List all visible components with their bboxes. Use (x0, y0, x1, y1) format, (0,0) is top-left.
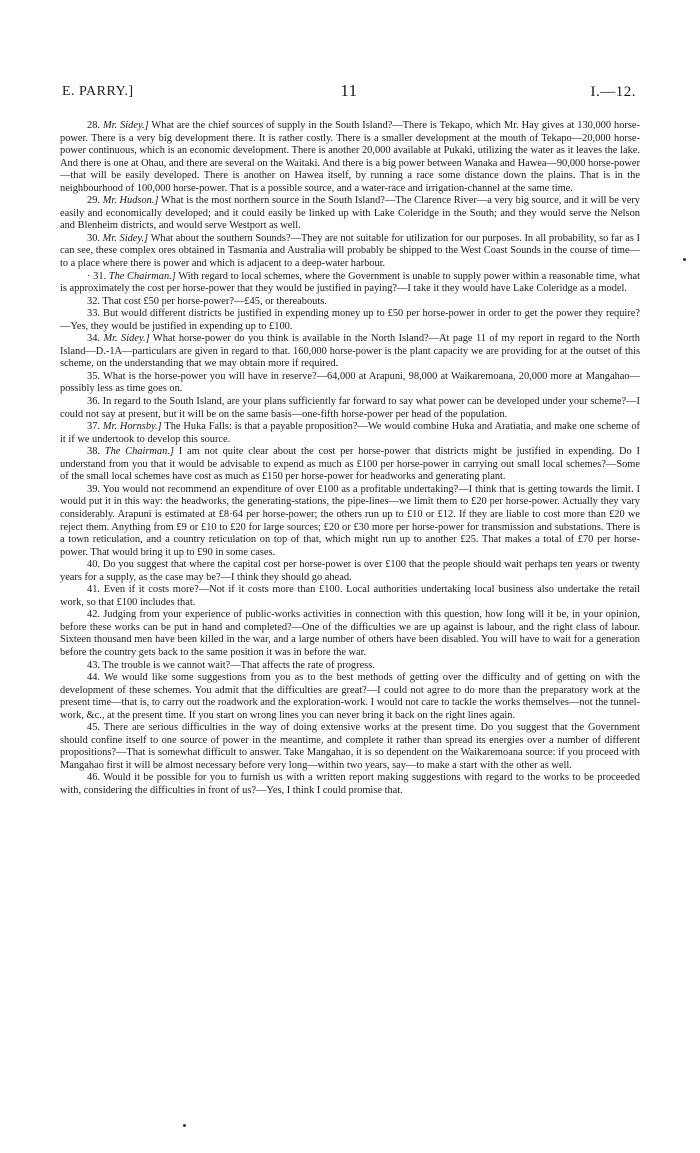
question-paragraph (60, 672, 640, 722)
speaker-name: Mr. Hudson.] (102, 195, 159, 207)
question-text: What about the southern Sounds?—They are not suitable for utilization for our purposes. In all probability, so far as I can see, these complex ores obtained in Tasmania and Australia will probably be shipped to the West Coast Sounds in the course of time—to a place where there is power and which is adjacent to a deep-water harbour. (60, 232, 641, 270)
question-number: 46. (87, 772, 104, 784)
question-text: I am not quite clear about the cost per horse-power that districts might be justified in expending. Do I understand from you that it would be advisable to expend as much as £100 per horse-power in carrying out small local schemes?—Some of the small local schemes have cost as much as £150 per horse-power for headworks and generating plant. (60, 446, 640, 483)
question-number: 35. (87, 370, 103, 382)
question-text: But would different districts be justified in expending money up to £50 per horse-power in order to get the power they require?—Yes, they would be justified in expending up to £100. (60, 308, 640, 332)
question-number: 36. (87, 396, 103, 408)
question-number: 42. (87, 609, 104, 621)
question-paragraph (60, 308, 640, 333)
question-number: 33. (87, 308, 104, 320)
question-number: · 31. (87, 270, 109, 282)
question-paragraph (60, 584, 640, 609)
question-number: 40. (87, 559, 103, 571)
margin-mark (683, 258, 686, 261)
paper-reference: I.—12. (590, 84, 636, 100)
question-paragraph (60, 296, 640, 309)
speaker-name: Mr. Sidey.] (103, 333, 150, 345)
question-number: 43. (87, 659, 103, 671)
question-paragraph (60, 722, 640, 772)
margin-mark (183, 1124, 186, 1127)
question-paragraph (60, 484, 640, 559)
page-header (62, 81, 636, 106)
question-paragraph (60, 333, 640, 371)
page-number: 11 (340, 81, 358, 100)
question-number: 41. (87, 584, 104, 596)
speaker-name: The Chairman.] (104, 446, 174, 458)
question-text: You would not recommend an expenditure of over £100 as a profitable undertaking?—I think that is getting towards the limit. I would put it in this way: the headworks, the generating-stations, the pipe-lines—we limit them to £20 per horse-power. Actually they vary considerably. Arapuni is estimated at £8·64 per horse-power; the others run up to £10 or £12. If they are liable to cost more than £20 we reject them. Anything from £9 or £10 to £20 for large sources; £20 or £30 more per horse-power for transmission and substations. There is a town reticulation, and a country reticulation on top of that, which might run up to another £25. That makes a total of £70 per horse-power. That would bring it up to £90 in some cases. (60, 483, 640, 558)
question-paragraph (60, 609, 640, 659)
question-text: Even if it costs more?—Not if it costs more than £100. Local authorities undertaking local business also undertake the retail work, so that £100 includes that. (60, 584, 641, 608)
question-paragraph (60, 421, 640, 446)
question-paragraph (60, 772, 640, 797)
question-text: The Huka Falls: is that a payable proposition?—We would combine Huka and Aratiatia, and make one scheme of it if we undertook to develop this source. (60, 421, 640, 445)
speaker-name: The Chairman.] (108, 270, 176, 282)
question-paragraph (60, 195, 640, 233)
question-text: The trouble is we cannot wait?—That affects the rate of progress. (102, 659, 375, 671)
question-number: 30. (87, 232, 103, 244)
question-text: There are serious difficulties in the way of doing extensive works at the present time. Do you suggest that the Government should confine itself to one source of power in the meantime, and complete it rather than spread its energies over a number of different propositions?—That is somewhat difficult to answer. Take Mangahao, it is so dependent on the Waikaremoana source: if you proceed with Mangahao first it will be almost necessary before very long—within two years, say—to make a start with the other as well. (60, 722, 640, 771)
question-paragraph (60, 371, 640, 396)
question-paragraph (60, 660, 640, 673)
question-number: 29. (87, 195, 103, 207)
question-text: In regard to the South Island, are your plans sufficiently far forward to say what power can be developed under your scheme?—I could not say at present, but it will be on the same basis—one-fifth horse-power per head of the population. (60, 396, 640, 420)
question-number: 34. (87, 333, 104, 345)
question-number: 37. (87, 421, 103, 433)
question-text: Do you suggest that where the capital cost per horse-power is over £100 that the people should wait perhaps ten years or twenty years for a supply, as the case may be?—I think they should go ahead. (60, 559, 640, 583)
speaker-name: Mr. Hornsby.] (102, 421, 162, 433)
question-number: 32. (87, 295, 103, 307)
witness-name: E. PARRY.] (62, 84, 134, 99)
speaker-name: Mr. Sidey.] (102, 232, 149, 244)
question-text: With regard to local schemes, where the Government is unable to supply power within a reasonable time, what is approximately the cost per horse-power that they would be justified in paying?—I take it they would have Lake Coleridge as a model. (60, 270, 640, 295)
question-number: 44. (87, 672, 104, 684)
question-text: Would it be possible for you to furnish us with a written report making suggestions with regard to the works to be proceeded with, considering the difficulties in front of us?—Yes, I think I could promise that. (60, 772, 640, 796)
question-text: That cost £50 per horse-power?—£45, or thereabouts. (102, 295, 327, 307)
question-paragraph (60, 559, 640, 584)
question-paragraph (60, 396, 640, 421)
question-text: Judging from your experience of public-works activities in connection with this question, how long will it be, in your opinion, before these works can be put in hand and completed?—One of the difficulties we are up against is labour, and the right class of labour. Sixteen thousand men have been killed in the war, and a large number of others have been disabled. You will have to wait for a generation before the country gets back to the same position it was in before the war. (60, 609, 640, 658)
speaker-name: Mr. Sidey.] (102, 120, 149, 131)
question-text: We would like some suggestions from you as to the best methods of getting over the difficulty and of getting on with the development of these schemes. You admit that the difficulties are great?—I could not agree to do more than the preparatory work at the present time—that is, to carry out the roadwork and the exploration-work. I would not care to tackle the works themselves—not the tunnel-work, &c., at the present time. If you start on wrong lines you can never bring it back on the right lines again. (60, 672, 640, 721)
question-number: 38. (87, 446, 105, 458)
question-number: 39. (87, 483, 103, 495)
question-number: 45. (87, 722, 104, 734)
question-paragraph (60, 271, 640, 296)
question-text: What horse-power do you think is available in the North Island?—At page 11 of my report in regard to the North Island—D.-1A—particulars are given in regard to that. 160,000 horse-power is the plant capacity we are providing for at the outset of this scheme, on the understanding that we may obtain more if required. (60, 333, 640, 370)
question-text: What are the chief sources of supply in the South Island?—There is Tekapo, which Mr. Hay gives at 130,000 horse-power. There is a very big development there. It is rather costly. There is a smaller development at the mouth of Tekapo—20,000 horse-power continuous, which is an economic development. There is another 20,000 available at Pukaki, utilizing the water as it leaves the lake. And there is one at Ohau, and there are several on the Waitaki. And there is a big power between Wanaka and Hawea—90,000 horse-power—that will be easily developed. There is another on Hawea itself, by running a race some distance down the plains. That is in the neighbourhood of 100,000 horse-power. That is a possible source, and a water-race and irrigation-channel at the same time. (60, 120, 640, 194)
question-paragraph (60, 446, 640, 484)
question-text: What is the most northern source in the South Island?—The Clarence River—a very big source, and it will be very easily and economically developed; and it could easily be linked up with Lake Coleridge in the South; and they would serve the Nelson and Blenheim districts, and would serve Westport as well. (60, 195, 641, 232)
question-paragraph (60, 120, 640, 195)
evidence-text (60, 120, 640, 798)
question-paragraph (60, 233, 640, 271)
question-number: 28. (87, 120, 103, 131)
question-text: What is the horse-power you will have in reserve?—64,000 at Arapuni, 98,000 at Waikaremoana, 20,000 more at Mangahao—possibly less as time goes on. (60, 370, 640, 395)
